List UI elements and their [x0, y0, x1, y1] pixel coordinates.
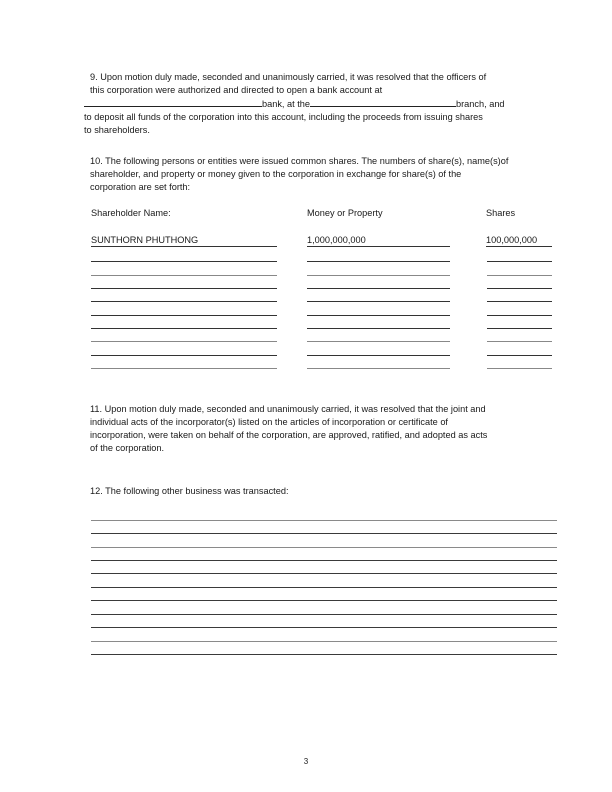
other-business-line[interactable]: [91, 560, 557, 561]
other-business-line[interactable]: [91, 627, 557, 628]
shares-cell[interactable]: [487, 317, 552, 329]
other-business-line[interactable]: [91, 573, 557, 574]
shares-cell[interactable]: [487, 344, 552, 356]
shareholder-name-cell[interactable]: SUNTHORN PHUTHONG: [91, 235, 277, 247]
bank-name-field[interactable]: [84, 97, 262, 107]
money-property-cell[interactable]: 1,000,000,000: [307, 235, 450, 247]
section-10: [90, 155, 560, 194]
section-11: [90, 403, 560, 455]
section-10-line-1: 10. The following persons or entities were issued common shares. The numbers of share(s), name(s)of: [90, 156, 509, 166]
other-business-line[interactable]: [91, 641, 557, 642]
shareholder-name-cell[interactable]: [91, 344, 277, 356]
shareholder-name-cell[interactable]: [91, 304, 277, 316]
shares-cell[interactable]: [487, 264, 552, 276]
shares-cell[interactable]: [487, 357, 552, 369]
shares-cell[interactable]: [487, 277, 552, 289]
section-10-line-2: shareholder, and property or money given to the corporation in exchange for share(s) of the: [90, 168, 462, 179]
shares-cell[interactable]: [487, 250, 552, 262]
section-11-line-4: of the corporation.: [90, 442, 165, 453]
header-shareholder-name: Shareholder Name:: [91, 208, 171, 218]
money-property-cell[interactable]: [307, 357, 450, 369]
other-business-line[interactable]: [91, 533, 557, 534]
other-business-line[interactable]: [91, 547, 557, 548]
branch-name-field[interactable]: [310, 97, 456, 107]
section-9: [84, 71, 554, 137]
money-property-cell[interactable]: [307, 250, 450, 262]
money-property-cell[interactable]: [307, 277, 450, 289]
other-business-line[interactable]: [91, 587, 557, 588]
shareholder-name-cell[interactable]: [91, 357, 277, 369]
other-business-line[interactable]: [91, 654, 557, 655]
section-9-line-5: to shareholders.: [84, 124, 150, 135]
shares-cell[interactable]: [487, 330, 552, 342]
shares-cell[interactable]: [487, 290, 552, 302]
shareholder-name-cell[interactable]: [91, 317, 277, 329]
shareholder-name-cell[interactable]: [91, 277, 277, 289]
shares-cell[interactable]: [487, 304, 552, 316]
shareholder-name-cell[interactable]: [91, 264, 277, 276]
shareholder-name-cell[interactable]: [91, 250, 277, 262]
money-property-cell[interactable]: [307, 317, 450, 329]
other-business-line[interactable]: [91, 520, 557, 521]
money-property-cell[interactable]: [307, 344, 450, 356]
money-property-cell[interactable]: [307, 290, 450, 302]
header-money-or-property: Money or Property: [307, 208, 383, 218]
shareholder-name-cell[interactable]: [91, 330, 277, 342]
shareholder-name-cell[interactable]: [91, 290, 277, 302]
section-11-line-1: 11. Upon motion duly made, seconded and unanimously carried, it was resolved that the joint and: [90, 404, 486, 414]
section-9-line-3: [84, 97, 554, 111]
money-property-cell[interactable]: [307, 304, 450, 316]
shares-cell[interactable]: 100,000,000: [486, 235, 552, 247]
section-12-heading: 12. The following other business was transacted:: [90, 486, 289, 496]
branch-label: branch, and: [456, 98, 505, 109]
other-business-line[interactable]: [91, 600, 557, 601]
section-9-line-2: this corporation were authorized and directed to open a bank account at: [90, 84, 383, 95]
section-11-line-2: individual acts of the incorporator(s) listed on the articles of incorporation or certificate of: [90, 416, 448, 427]
section-9-line-4: to deposit all funds of the corporation into this account, including the proceeds from issuing shares: [84, 111, 483, 122]
section-9-line-1: 9. Upon motion duly made, seconded and unanimously carried, it was resolved that the officers of: [90, 72, 487, 82]
section-10-line-3: corporation are set forth:: [90, 181, 191, 192]
money-property-cell[interactable]: [307, 264, 450, 276]
page-number: 3: [303, 757, 309, 766]
money-property-cell[interactable]: [307, 330, 450, 342]
other-business-line[interactable]: [91, 614, 557, 615]
bank-label: bank, at the: [262, 98, 311, 109]
section-11-line-3: incorporation, were taken on behalf of the corporation, are approved, ratified, and adopted as acts: [90, 429, 488, 440]
header-shares: Shares: [486, 208, 516, 218]
